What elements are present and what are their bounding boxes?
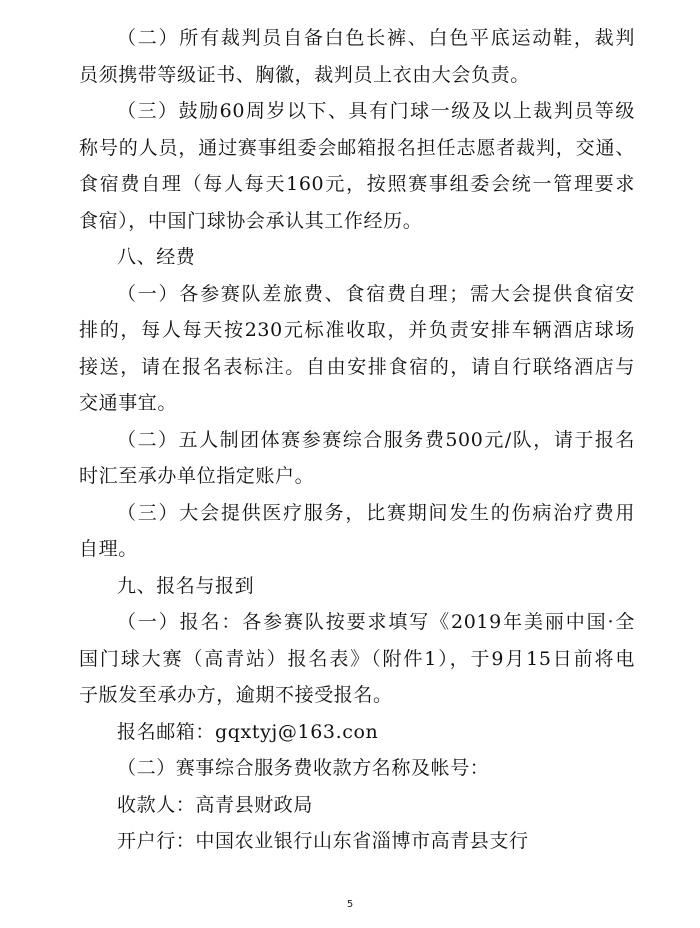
paragraph-line-volunteer-lodging: 食宿费自理（每人每天160元，按照赛事组委会统一管理要求	[79, 173, 635, 195]
registration-email: 报名邮箱：gqxtyj@163.con	[117, 720, 379, 743]
paragraph-line-referee-attire: （二）所有裁判员自备白色长裤、白色平底运动鞋，裁判	[117, 27, 635, 49]
paragraph-line-travel-expenses: （一）各参赛队差旅费、食宿费自理；需大会提供食宿安	[117, 282, 635, 305]
paragraph-line-service-fee: （二）五人制团体赛参赛综合服务费500元/队，请于报名	[117, 428, 635, 451]
section-heading-expenses: 八、经费	[117, 246, 196, 268]
paragraph-line-remittance: 时汇至承办单位指定账户。	[79, 465, 315, 487]
paragraph-line-payee-account: （二）赛事综合服务费收款方名称及帐号：	[117, 757, 490, 779]
paragraph-line-late-registration: 子版发至承办方，逾期不接受报名。	[79, 684, 393, 706]
paragraph-line-volunteer-referee: （三）鼓励60周岁以下、具有门球一级及以上裁判员等级	[117, 100, 635, 122]
paragraph-line-shuttle: 接送，请在报名表标注。自由安排食宿的，请自行联络酒店与	[79, 355, 635, 378]
paragraph-line-referee-certificate: 员须携带等级证书、胸徽，裁判员上衣由大会负责。	[79, 63, 530, 86]
section-heading-registration: 九、报名与报到	[117, 574, 255, 597]
paragraph-line-daily-rate: 排的，每人每天按230元标准收取，并负责安排车辆酒店球场	[79, 319, 635, 341]
paragraph-line-registration-deadline: 国门球大赛（高青站）报名表》（附件1），于9月15日前将电	[79, 647, 635, 670]
paragraph-line-medical: （三）大会提供医疗服务，比赛期间发生的伤病治疗费用	[117, 501, 635, 524]
paragraph-line-work-experience: 食宿），中国门球协会承认其工作经历。	[79, 209, 423, 232]
paragraph-line-transport: 交通事宜。	[79, 392, 178, 414]
page-number: 5	[346, 899, 354, 910]
paragraph-line-volunteer-signup: 称号的人员，通过赛事组委会邮箱报名担任志愿者裁判，交通、	[79, 136, 635, 159]
paragraph-line-registration-form: （一）报名：各参赛队按要求填写《2019年美丽中国·全	[117, 611, 635, 633]
document-body	[79, 20, 635, 860]
payee-name: 收款人：高青县财政局	[117, 793, 314, 816]
paragraph-line-self-pay: 自理。	[79, 538, 138, 560]
bank-name: 开户行：中国农业银行山东省淄博市高青县支行	[117, 830, 529, 852]
